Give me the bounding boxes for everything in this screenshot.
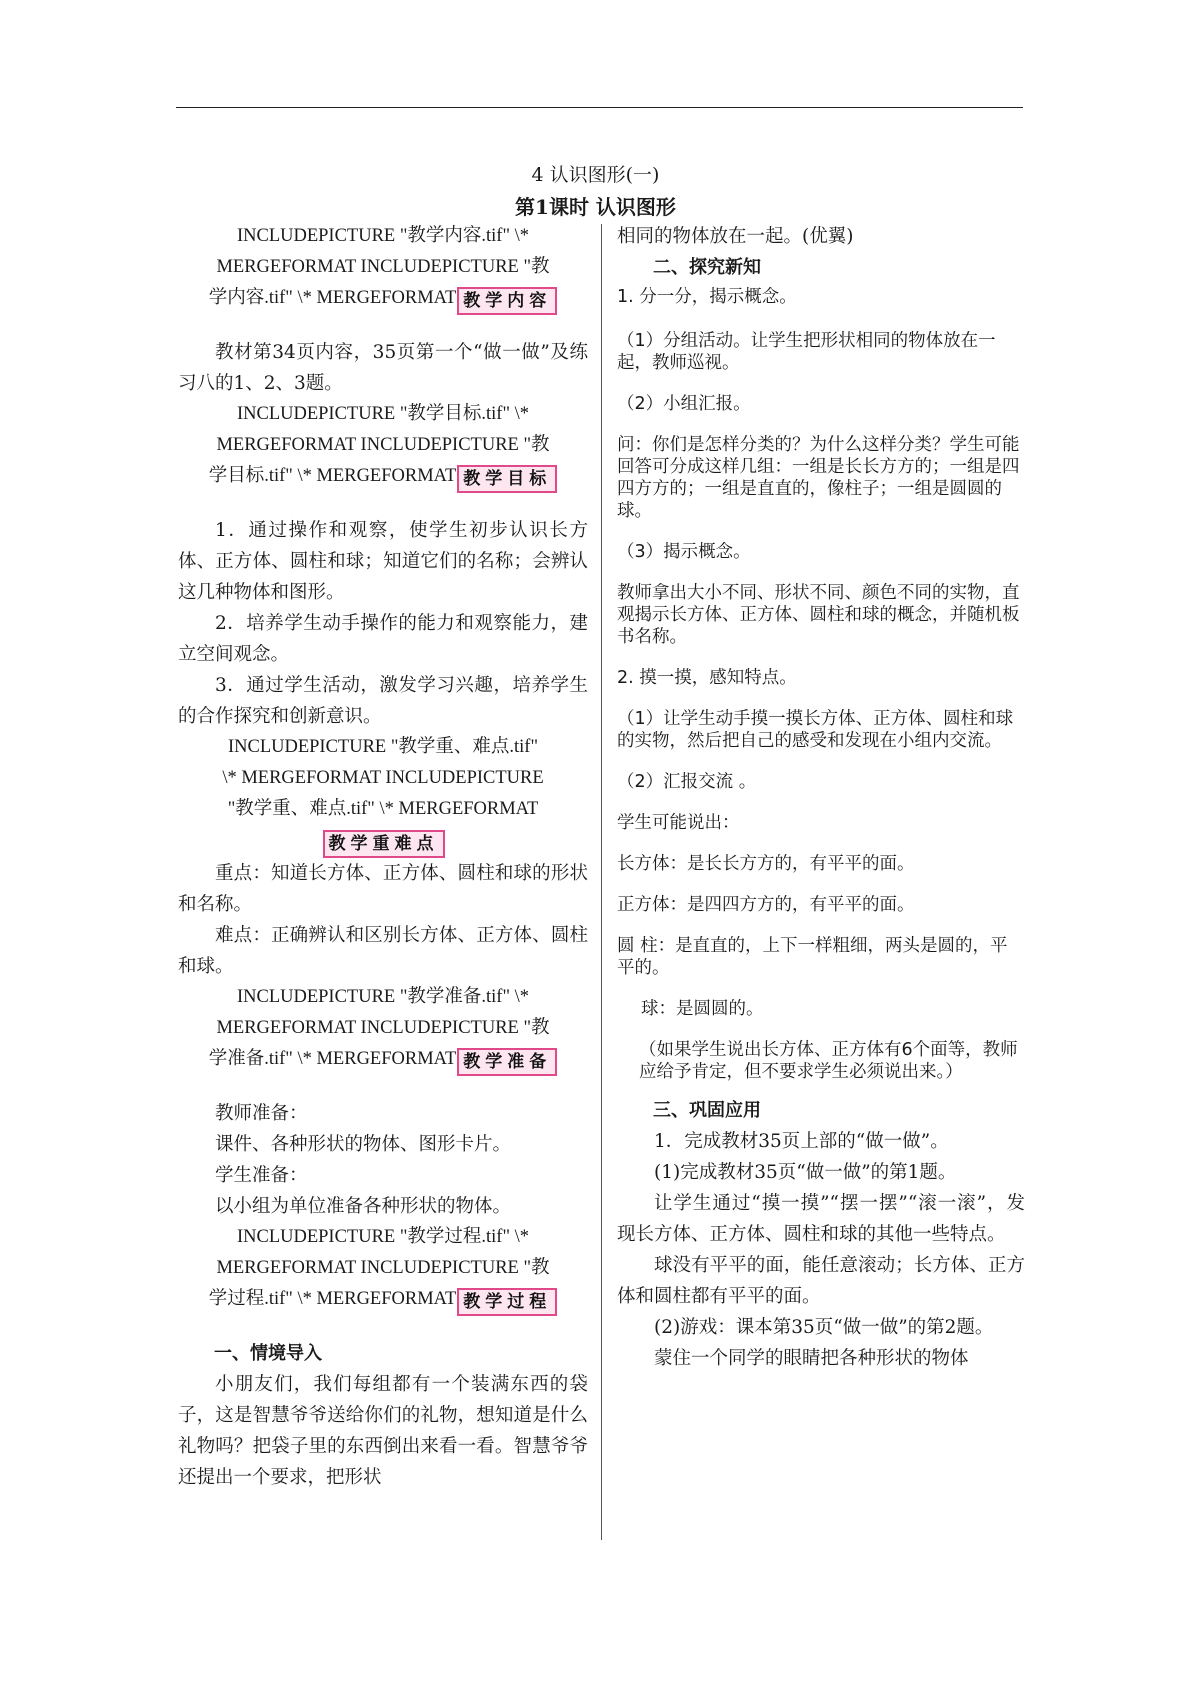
include-field-line: [178, 1044, 588, 1076]
teacher-prep-text: 课件、各种形状的物体、图形卡片。: [215, 1134, 512, 1155]
apply-text: 让学生通过“摸一摸”“摆一摆”“滚一滚”，发现长方体、正方体、圆柱和球的其他一些特点。: [617, 1193, 1025, 1245]
goal-item: 1．通过操作和观察，使学生初步认识长方体、正方体、圆柱和球；知道它们的名称；会辨认这几种物体和图形。: [178, 520, 588, 603]
include-field-text: MERGEFORMAT INCLUDEPICTURE "教: [216, 435, 550, 455]
step-text: （1）分组活动。让学生把形状相同的物体放在一起，教师巡视。: [617, 331, 996, 373]
include-field-text: INCLUDEPICTURE "教学重、难点.tif": [227, 737, 539, 757]
student-prep-text: 以小组为单位准备各种形状的物体。: [215, 1196, 512, 1217]
badge-line: [178, 825, 588, 858]
key-points-badge: 教学重难点: [323, 830, 445, 858]
step-text: （2）小组汇报。: [617, 394, 751, 414]
include-field-text: INCLUDEPICTURE "教学内容.tif" \*: [236, 226, 530, 246]
shape-description: 正方体：是四四方方的，有平平的面。: [617, 895, 915, 915]
content-text: 教材第34页内容，35页第一个“做一做”及练习八的1、2、3题。: [178, 342, 588, 394]
key-point-text: 重点：知道长方体、正方体、圆柱和球的形状和名称。: [178, 863, 588, 915]
teaching-goals-badge: 教学目标: [457, 465, 557, 493]
section-heading: 三、巩固应用: [653, 1100, 761, 1121]
step-heading: 1. 分一分，揭示概念。: [617, 287, 797, 307]
step-text: （1）让学生动手摸一摸长方体、正方体、圆柱和球的实物，然后把自己的感受和发现在小组内交流。: [617, 709, 1014, 751]
step-text: 学生可能说出：: [617, 813, 740, 833]
difficulty-text: 难点：正确辨认和区别长方体、正方体、圆柱和球。: [178, 925, 588, 977]
include-field-text: MERGEFORMAT INCLUDEPICTURE "教: [216, 1258, 550, 1278]
apply-item: (2)游戏：课本第35页“做一做”的第2题。: [654, 1317, 994, 1338]
include-field-text: 学过程.tif" \* MERGEFORMAT: [208, 1289, 457, 1309]
apply-item: (1)完成教材35页“做一做”的第1题。: [654, 1162, 957, 1183]
column-divider: [601, 224, 602, 1540]
include-field-line: [178, 1284, 588, 1316]
teaching-content-badge: 教学内容: [457, 287, 557, 315]
include-field-text: \* MERGEFORMAT INCLUDEPICTURE: [222, 768, 544, 788]
student-prep-label: 学生准备：: [215, 1165, 308, 1186]
include-field-text: "教学重、难点.tif" \* MERGEFORMAT: [227, 799, 539, 819]
continued-text: 相同的物体放在一起。(优翼): [617, 226, 854, 247]
note-text: （如果学生说出长方体、正方体有6个面等，教师应给予肯定，但不要求学生必须说出来。）: [639, 1040, 1018, 1082]
include-field-text: 学准备.tif" \* MERGEFORMAT: [208, 1049, 457, 1069]
section-heading: 一、情境导入: [214, 1343, 322, 1364]
include-field-text: 学内容.tif" \* MERGEFORMAT: [208, 288, 457, 308]
step-text: 问：你们是怎样分类的？为什么这样分类？学生可能回答可分成这样几组：一组是长长方方的；一组是四四方方的；一组是直直的，像柱子；一组是圆圆的球。: [617, 435, 1020, 521]
include-field-text: INCLUDEPICTURE "教学准备.tif" \*: [236, 987, 530, 1007]
right-column: [617, 221, 1025, 1374]
include-field-text: INCLUDEPICTURE "教学过程.tif" \*: [236, 1227, 530, 1247]
teaching-process-badge: 教学过程: [457, 1288, 557, 1316]
include-field-text: 学目标.tif" \* MERGEFORMAT: [208, 466, 457, 486]
teacher-prep-label: 教师准备：: [215, 1103, 308, 1124]
step-heading: 2. 摸一摸，感知特点。: [617, 668, 797, 688]
include-field-text: MERGEFORMAT INCLUDEPICTURE "教: [216, 257, 550, 277]
step-text: （2）汇报交流 。: [617, 772, 757, 792]
intro-text: 小朋友们，我们每组都有一个装满东西的袋子，这是智慧爷爷送给你们的礼物，想知道是什么礼物吗？把袋子里的东西倒出来看一看。智慧爷爷还提出一个要求，把形状: [178, 1374, 588, 1488]
include-field-line: [178, 461, 588, 493]
apply-text: 球没有平平的面，能任意滚动；长方体、正方体和圆柱都有平平的面。: [617, 1255, 1025, 1307]
goal-item: 2．培养学生动手操作的能力和观察能力，建立空间观念。: [178, 613, 588, 665]
include-field-text: INCLUDEPICTURE "教学目标.tif" \*: [236, 404, 530, 424]
goal-item: 3．通过学生活动，激发学习兴趣，培养学生的合作探究和创新意识。: [178, 675, 588, 727]
section-heading: 二、探究新知: [653, 257, 761, 278]
shape-description: 长方体：是长长方方的，有平平的面。: [617, 854, 915, 874]
shape-description: 圆 柱：是直直的，上下一样粗细，两头是圆的，平平的。: [617, 936, 1008, 978]
apply-text: 蒙住一个同学的眼睛把各种形状的物体: [654, 1348, 969, 1369]
unit-title: 4 认识图形(一): [531, 164, 660, 186]
step-text: 教师拿出大小不同、形状不同、颜色不同的实物，直观揭示长方体、正方体、圆柱和球的概念，并随机板书名称。: [617, 583, 1020, 647]
shape-description: 球：是圆圆的。: [641, 999, 764, 1019]
left-column: [178, 221, 588, 1493]
teaching-prep-badge: 教学准备: [457, 1048, 557, 1076]
step-text: （3）揭示概念。: [617, 542, 751, 562]
lesson-title: 第1课时 认识图形: [515, 195, 676, 219]
include-field-text: MERGEFORMAT INCLUDEPICTURE "教: [216, 1018, 550, 1038]
apply-item: 1．完成教材35页上部的“做一做”。: [654, 1131, 949, 1152]
header-rule: [176, 107, 1023, 108]
include-field-line: [178, 283, 588, 315]
